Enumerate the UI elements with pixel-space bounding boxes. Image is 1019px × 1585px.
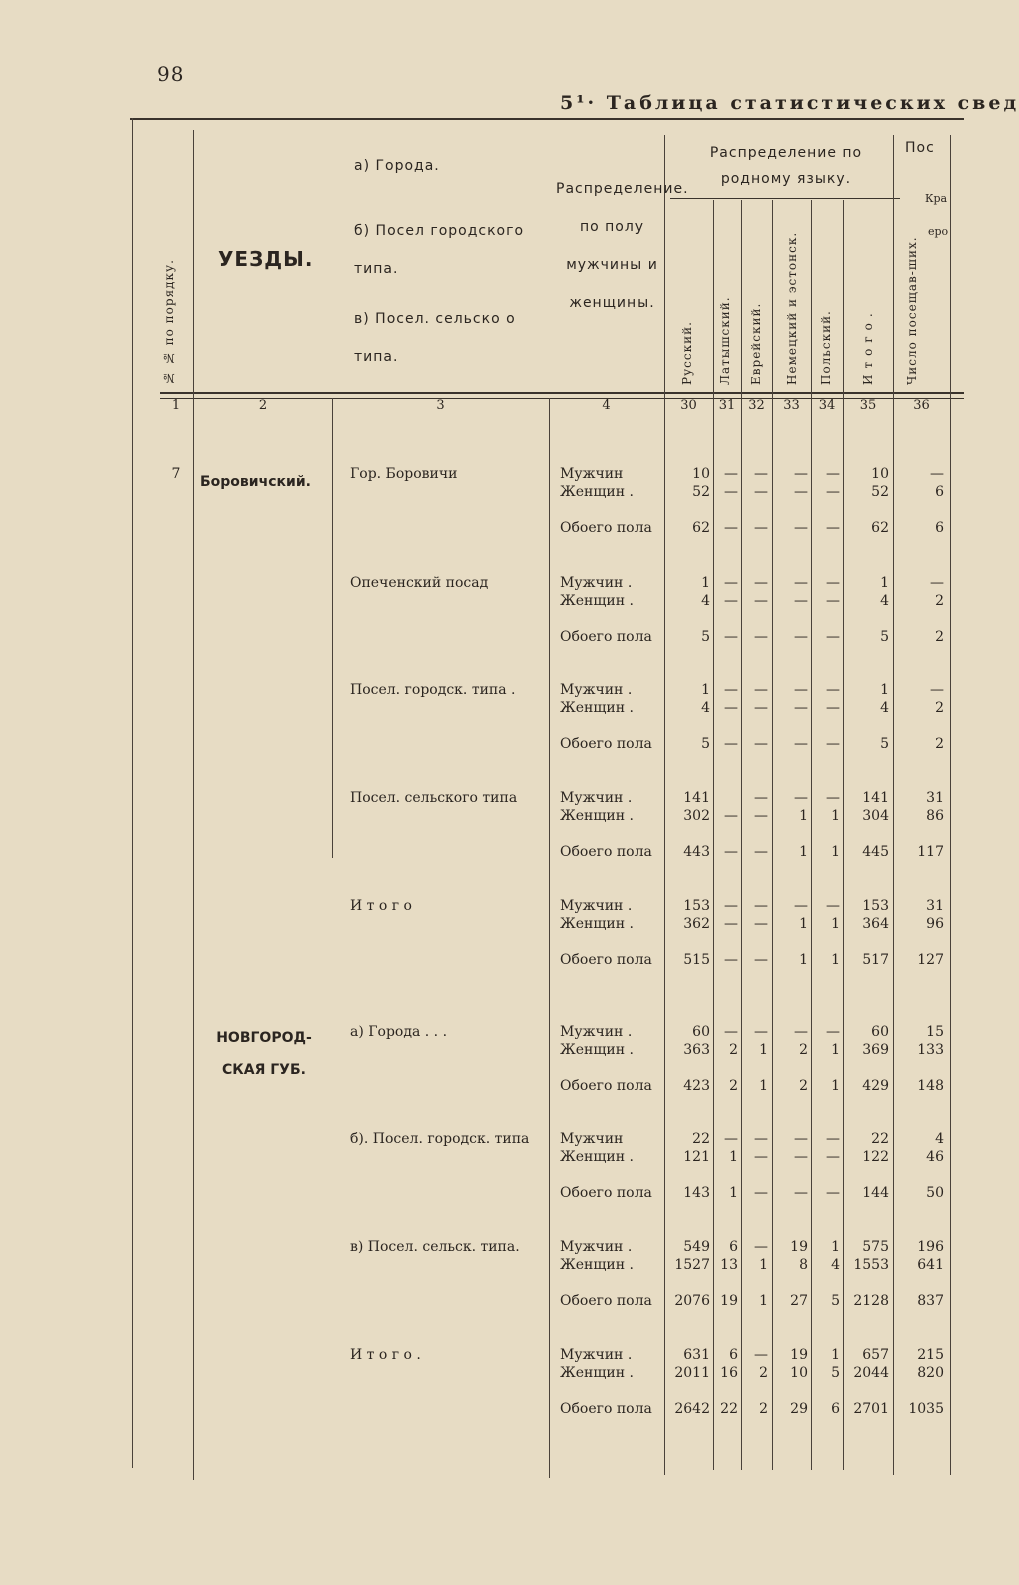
cell-value: 19 bbox=[720, 1293, 738, 1309]
col-rule bbox=[843, 200, 844, 1470]
cell-value: 144 bbox=[862, 1185, 889, 1201]
cell-value: 1 bbox=[831, 808, 840, 824]
cell-value: 363 bbox=[683, 1042, 710, 1058]
cell-value: — bbox=[754, 1131, 768, 1147]
settlement-type: Опеченский посад bbox=[350, 575, 489, 591]
cell-value: 423 bbox=[683, 1078, 710, 1094]
cell-value: — bbox=[724, 466, 738, 482]
cell-value: 2 bbox=[799, 1042, 808, 1058]
cell-value: 2701 bbox=[853, 1401, 889, 1417]
cell-value: 13 bbox=[720, 1257, 738, 1273]
cell-value: — bbox=[826, 1131, 840, 1147]
sex-label: Обоего пола bbox=[560, 952, 652, 968]
cell-value: — bbox=[754, 1347, 768, 1363]
sex-label: Мужчин . bbox=[560, 575, 633, 591]
sex-label: Обоего пола bbox=[560, 629, 652, 645]
cell-value: — bbox=[724, 700, 738, 716]
cell-value: 4 bbox=[880, 700, 889, 716]
cell-value: 1 bbox=[831, 1347, 840, 1363]
cell-value: 6 bbox=[935, 520, 944, 536]
cell-value: 443 bbox=[683, 844, 710, 860]
sex-label: Обоего пола bbox=[560, 844, 652, 860]
cell-value: — bbox=[826, 629, 840, 645]
cell-value: 1 bbox=[759, 1078, 768, 1094]
cell-value: — bbox=[794, 593, 808, 609]
cell-value: — bbox=[826, 466, 840, 482]
cell-value: 16 bbox=[720, 1365, 738, 1381]
cell-value: — bbox=[724, 629, 738, 645]
cell-value: 4 bbox=[701, 700, 710, 716]
cell-value: 302 bbox=[683, 808, 710, 824]
cell-value: — bbox=[754, 575, 768, 591]
header-uezd: УЕЗДЫ. bbox=[218, 247, 314, 271]
cell-value: — bbox=[754, 1149, 768, 1165]
cell-value: 2 bbox=[759, 1401, 768, 1417]
table-top-rule bbox=[130, 118, 964, 120]
lang-col-jewish: Еврейский. bbox=[749, 302, 763, 385]
col-rule bbox=[741, 200, 742, 1470]
cell-value: 141 bbox=[862, 790, 889, 806]
sex-label: Обоего пола bbox=[560, 520, 652, 536]
cell-value: 215 bbox=[917, 1347, 944, 1363]
cell-value: 1 bbox=[799, 952, 808, 968]
cell-value: — bbox=[754, 629, 768, 645]
cell-value: — bbox=[794, 466, 808, 482]
cell-value: 6 bbox=[935, 484, 944, 500]
lang-group-rule bbox=[670, 198, 900, 199]
sex-label: Мужчин . bbox=[560, 1239, 633, 1255]
cell-value: — bbox=[826, 1024, 840, 1040]
sex-label: Женщин . bbox=[560, 916, 634, 932]
cell-value: 31 bbox=[926, 898, 944, 914]
sex-label: Мужчин . bbox=[560, 898, 633, 914]
cell-value: — bbox=[930, 575, 944, 591]
cell-value: — bbox=[754, 520, 768, 536]
cell-value: 820 bbox=[917, 1365, 944, 1381]
cell-value: 52 bbox=[871, 484, 889, 500]
cell-value: — bbox=[724, 484, 738, 500]
cell-value: 2 bbox=[935, 736, 944, 752]
settlement-type: а) Города . . . bbox=[350, 1024, 448, 1040]
cell-value: — bbox=[754, 808, 768, 824]
cell-value: 362 bbox=[683, 916, 710, 932]
cell-value: 1527 bbox=[674, 1257, 710, 1273]
col-rule bbox=[549, 398, 550, 1478]
sex-label: Женщин . bbox=[560, 593, 634, 609]
sex-label: Женщин . bbox=[560, 484, 634, 500]
lang-col-german-estonian: Немецкий и эстонск. bbox=[785, 231, 799, 385]
cell-value: 6 bbox=[729, 1347, 738, 1363]
cell-value: 22 bbox=[692, 1131, 710, 1147]
cell-value: — bbox=[826, 1185, 840, 1201]
cell-value: 27 bbox=[790, 1293, 808, 1309]
cell-value: 1 bbox=[701, 682, 710, 698]
cell-value: 1 bbox=[759, 1257, 768, 1273]
cell-value: 631 bbox=[683, 1347, 710, 1363]
cell-value: 22 bbox=[720, 1401, 738, 1417]
cell-value: 429 bbox=[862, 1078, 889, 1094]
cell-value: — bbox=[826, 736, 840, 752]
cell-value: — bbox=[754, 736, 768, 752]
cell-value: — bbox=[754, 1239, 768, 1255]
cell-value: 148 bbox=[917, 1078, 944, 1094]
column-number: 35 bbox=[859, 398, 877, 413]
cell-value: — bbox=[724, 736, 738, 752]
sex-label: Мужчин bbox=[560, 466, 624, 482]
cell-value: 121 bbox=[683, 1149, 710, 1165]
page-number: 98 bbox=[157, 62, 185, 86]
sex-label: Мужчин . bbox=[560, 1347, 633, 1363]
cell-value: — bbox=[794, 629, 808, 645]
cell-value: 364 bbox=[862, 916, 889, 932]
cell-value: — bbox=[754, 898, 768, 914]
cell-value: 29 bbox=[790, 1401, 808, 1417]
cell-value: 1 bbox=[831, 1042, 840, 1058]
cell-value: 6 bbox=[831, 1401, 840, 1417]
cell-value: 2 bbox=[729, 1042, 738, 1058]
header-type-a: а) Города. bbox=[354, 158, 440, 174]
cell-value: 2 bbox=[935, 593, 944, 609]
cell-value: 445 bbox=[862, 844, 889, 860]
sex-label: Мужчин . bbox=[560, 682, 633, 698]
header-col36-label: Число посещав-ших. bbox=[905, 236, 919, 385]
lang-col-polish: Польский. bbox=[819, 310, 833, 385]
cell-value: 96 bbox=[926, 916, 944, 932]
cell-value: 10 bbox=[790, 1365, 808, 1381]
cell-value: 62 bbox=[871, 520, 889, 536]
settlement-type: Посел. сельского типа bbox=[350, 790, 518, 806]
cell-value: — bbox=[754, 682, 768, 698]
cell-value: 10 bbox=[692, 466, 710, 482]
cell-value: 19 bbox=[790, 1239, 808, 1255]
cell-value: 1553 bbox=[853, 1257, 889, 1273]
cell-value: — bbox=[794, 1131, 808, 1147]
cell-value: 1 bbox=[759, 1042, 768, 1058]
cell-value: — bbox=[754, 484, 768, 500]
cell-value: 8 bbox=[799, 1257, 808, 1273]
lang-col-russian: Русский. bbox=[680, 321, 694, 385]
county-name: Боровичский. bbox=[200, 474, 311, 490]
cell-value: 141 bbox=[683, 790, 710, 806]
cell-value: 86 bbox=[926, 808, 944, 824]
cell-value: — bbox=[754, 952, 768, 968]
cell-value: — bbox=[794, 484, 808, 500]
cell-value: — bbox=[826, 682, 840, 698]
cell-value: 2128 bbox=[853, 1293, 889, 1309]
column-number: 3 bbox=[436, 398, 445, 413]
settlement-type: Гор. Боровичи bbox=[350, 466, 458, 482]
cell-value: 46 bbox=[926, 1149, 944, 1165]
cell-value: 1 bbox=[729, 1149, 738, 1165]
col-rule bbox=[193, 130, 194, 1480]
cell-value: — bbox=[794, 736, 808, 752]
column-number: 2 bbox=[258, 398, 268, 413]
cell-value: — bbox=[794, 575, 808, 591]
cell-value: 1 bbox=[799, 808, 808, 824]
cell-value: 4 bbox=[701, 593, 710, 609]
cell-value: 52 bbox=[692, 484, 710, 500]
header-type-c: в) Посел. сельско о типа. bbox=[354, 311, 516, 365]
cell-value: — bbox=[724, 808, 738, 824]
cell-value: 304 bbox=[862, 808, 889, 824]
cell-value: — bbox=[794, 1024, 808, 1040]
cell-value: 515 bbox=[683, 952, 710, 968]
cell-value: — bbox=[724, 1131, 738, 1147]
settlement-type: б). Посел. городск. типа bbox=[350, 1131, 530, 1147]
header-col-no: № № по порядку. bbox=[162, 259, 176, 385]
cell-value: 6 bbox=[729, 1239, 738, 1255]
cell-value: 837 bbox=[917, 1293, 944, 1309]
sex-label: Обоего пола bbox=[560, 1185, 652, 1201]
cell-value: — bbox=[724, 682, 738, 698]
cell-value: 117 bbox=[917, 844, 944, 860]
cell-value: 2 bbox=[729, 1078, 738, 1094]
cell-value: 127 bbox=[917, 952, 944, 968]
cell-value: 2011 bbox=[674, 1365, 710, 1381]
sex-label: Женщин . bbox=[560, 1149, 634, 1165]
cell-value: 133 bbox=[917, 1042, 944, 1058]
cell-value: 2642 bbox=[674, 1401, 710, 1417]
cell-value: — bbox=[724, 520, 738, 536]
cell-value: 657 bbox=[862, 1347, 889, 1363]
cell-value: 10 bbox=[871, 466, 889, 482]
col-rule bbox=[713, 200, 714, 1470]
cell-value: — bbox=[794, 1149, 808, 1165]
col-rule bbox=[132, 118, 133, 1468]
col-rule bbox=[950, 135, 951, 1475]
cell-value: — bbox=[754, 1185, 768, 1201]
cell-value: 19 bbox=[790, 1347, 808, 1363]
cell-value: 2 bbox=[935, 629, 944, 645]
cell-value: 5 bbox=[831, 1365, 840, 1381]
cell-value: — bbox=[724, 593, 738, 609]
sex-label: Обоего пола bbox=[560, 1401, 652, 1417]
lang-col-total: Итого. bbox=[861, 307, 875, 385]
row-number: 7 bbox=[171, 466, 181, 482]
cell-value: 60 bbox=[692, 1024, 710, 1040]
sex-label: Женщин . bbox=[560, 1042, 634, 1058]
column-number: 36 bbox=[913, 398, 930, 413]
settlement-type: И т о г о bbox=[350, 898, 412, 914]
cell-value: 153 bbox=[862, 898, 889, 914]
cell-value: 5 bbox=[831, 1293, 840, 1309]
cell-value: — bbox=[826, 520, 840, 536]
cell-value: — bbox=[826, 593, 840, 609]
cell-value: — bbox=[724, 952, 738, 968]
cell-value: — bbox=[930, 682, 944, 698]
header-sex: Распределение. по полу мужчины и женщины. bbox=[556, 181, 689, 311]
cell-value: 50 bbox=[926, 1185, 944, 1201]
sex-label: Мужчин bbox=[560, 1131, 624, 1147]
cell-value: 2 bbox=[935, 700, 944, 716]
cell-value: — bbox=[826, 1149, 840, 1165]
cell-value: 143 bbox=[683, 1185, 710, 1201]
header-col36-group: Пос bbox=[905, 140, 935, 156]
cell-value: 1 bbox=[831, 952, 840, 968]
cell-value: 1 bbox=[880, 682, 889, 698]
cell-value: — bbox=[794, 790, 808, 806]
sex-label: Женщин . bbox=[560, 808, 634, 824]
col-rule bbox=[772, 200, 773, 1470]
cell-value: — bbox=[724, 898, 738, 914]
column-number: 32 bbox=[748, 398, 765, 413]
cell-value: 15 bbox=[926, 1024, 944, 1040]
column-number: 33 bbox=[783, 398, 800, 413]
table-title: 5¹· Таблица статистических свед bbox=[560, 92, 1019, 114]
cell-value: — bbox=[826, 700, 840, 716]
lang-col-latvian: Латышский. bbox=[718, 296, 732, 385]
cell-value: 2076 bbox=[674, 1293, 710, 1309]
settlement-type: Посел. городск. типа . bbox=[350, 682, 516, 698]
sex-label: Женщин . bbox=[560, 1365, 634, 1381]
sex-label: Обоего пола bbox=[560, 1078, 652, 1094]
sex-label: Мужчин . bbox=[560, 790, 633, 806]
column-number: 34 bbox=[818, 398, 836, 413]
cell-value: 5 bbox=[880, 736, 889, 752]
cell-value: — bbox=[754, 593, 768, 609]
cell-value: 1 bbox=[701, 575, 710, 591]
sex-label: Мужчин . bbox=[560, 1024, 633, 1040]
cell-value: 1 bbox=[799, 844, 808, 860]
header-type-b: б) Посел городского типа. bbox=[354, 223, 525, 277]
cell-value: 5 bbox=[701, 736, 710, 752]
cell-value: 122 bbox=[862, 1149, 889, 1165]
sex-label: Женщин . bbox=[560, 700, 634, 716]
cell-value: 4 bbox=[935, 1131, 944, 1147]
cell-value: — bbox=[724, 916, 738, 932]
sex-label: Женщин . bbox=[560, 1257, 634, 1273]
column-number: 31 bbox=[718, 398, 736, 413]
cell-value: — bbox=[754, 700, 768, 716]
sex-label: Обоего пола bbox=[560, 736, 652, 752]
cell-value: 2 bbox=[799, 1078, 808, 1094]
col-rule bbox=[811, 200, 812, 1470]
header-col36-sub: Кра bbox=[925, 192, 948, 205]
cell-value: — bbox=[724, 575, 738, 591]
cell-value: 5 bbox=[701, 629, 710, 645]
cell-value: 62 bbox=[692, 520, 710, 536]
cell-value: — bbox=[754, 916, 768, 932]
cell-value: 1 bbox=[831, 916, 840, 932]
cell-value: — bbox=[826, 898, 840, 914]
cell-value: — bbox=[754, 466, 768, 482]
cell-value: — bbox=[794, 898, 808, 914]
county-name: НОВГОРОД-СКАЯ ГУБ. bbox=[216, 1030, 312, 1078]
cell-value: 517 bbox=[862, 952, 889, 968]
cell-value: 1 bbox=[880, 575, 889, 591]
cell-value: — bbox=[724, 1024, 738, 1040]
col-rule bbox=[332, 398, 333, 858]
column-number: 30 bbox=[680, 398, 697, 413]
cell-value: 369 bbox=[862, 1042, 889, 1058]
cell-value: 4 bbox=[880, 593, 889, 609]
header-lang-group: Распределение по родному языку. bbox=[709, 145, 863, 187]
cell-value: — bbox=[754, 790, 768, 806]
cell-value: — bbox=[826, 575, 840, 591]
cell-value: 1 bbox=[729, 1185, 738, 1201]
header-col36-sub2: еро bbox=[928, 225, 949, 238]
sex-label: Обоего пола bbox=[560, 1293, 652, 1309]
cell-value: — bbox=[794, 1185, 808, 1201]
cell-value: — bbox=[826, 790, 840, 806]
cell-value: — bbox=[794, 520, 808, 536]
cell-value: — bbox=[724, 844, 738, 860]
cell-value: — bbox=[930, 466, 944, 482]
cell-value: 1035 bbox=[908, 1401, 944, 1417]
cell-value: — bbox=[754, 844, 768, 860]
cell-value: 1 bbox=[799, 916, 808, 932]
cell-value: 5 bbox=[880, 629, 889, 645]
settlement-type: в) Посел. сельск. типа. bbox=[350, 1239, 520, 1255]
cell-value: 1 bbox=[831, 1239, 840, 1255]
cell-value: 2 bbox=[759, 1365, 768, 1381]
cell-value: — bbox=[794, 700, 808, 716]
cell-value: 2044 bbox=[853, 1365, 889, 1381]
cell-value: — bbox=[754, 1024, 768, 1040]
column-number: 1 bbox=[171, 398, 181, 413]
cell-value: — bbox=[826, 484, 840, 500]
cell-value: 641 bbox=[917, 1257, 944, 1273]
cell-value: 22 bbox=[871, 1131, 889, 1147]
cell-value: — bbox=[794, 682, 808, 698]
cell-value: 60 bbox=[871, 1024, 889, 1040]
column-number: 4 bbox=[602, 398, 611, 413]
cell-value: 549 bbox=[683, 1239, 710, 1255]
settlement-type: И т о г о . bbox=[350, 1347, 421, 1363]
cell-value: 1 bbox=[759, 1293, 768, 1309]
cell-value: 31 bbox=[926, 790, 944, 806]
cell-value: 4 bbox=[831, 1257, 840, 1273]
cell-value: 575 bbox=[862, 1239, 889, 1255]
cell-value: 153 bbox=[683, 898, 710, 914]
cell-value: 1 bbox=[831, 1078, 840, 1094]
cell-value: 1 bbox=[831, 844, 840, 860]
cell-value: 196 bbox=[917, 1239, 944, 1255]
